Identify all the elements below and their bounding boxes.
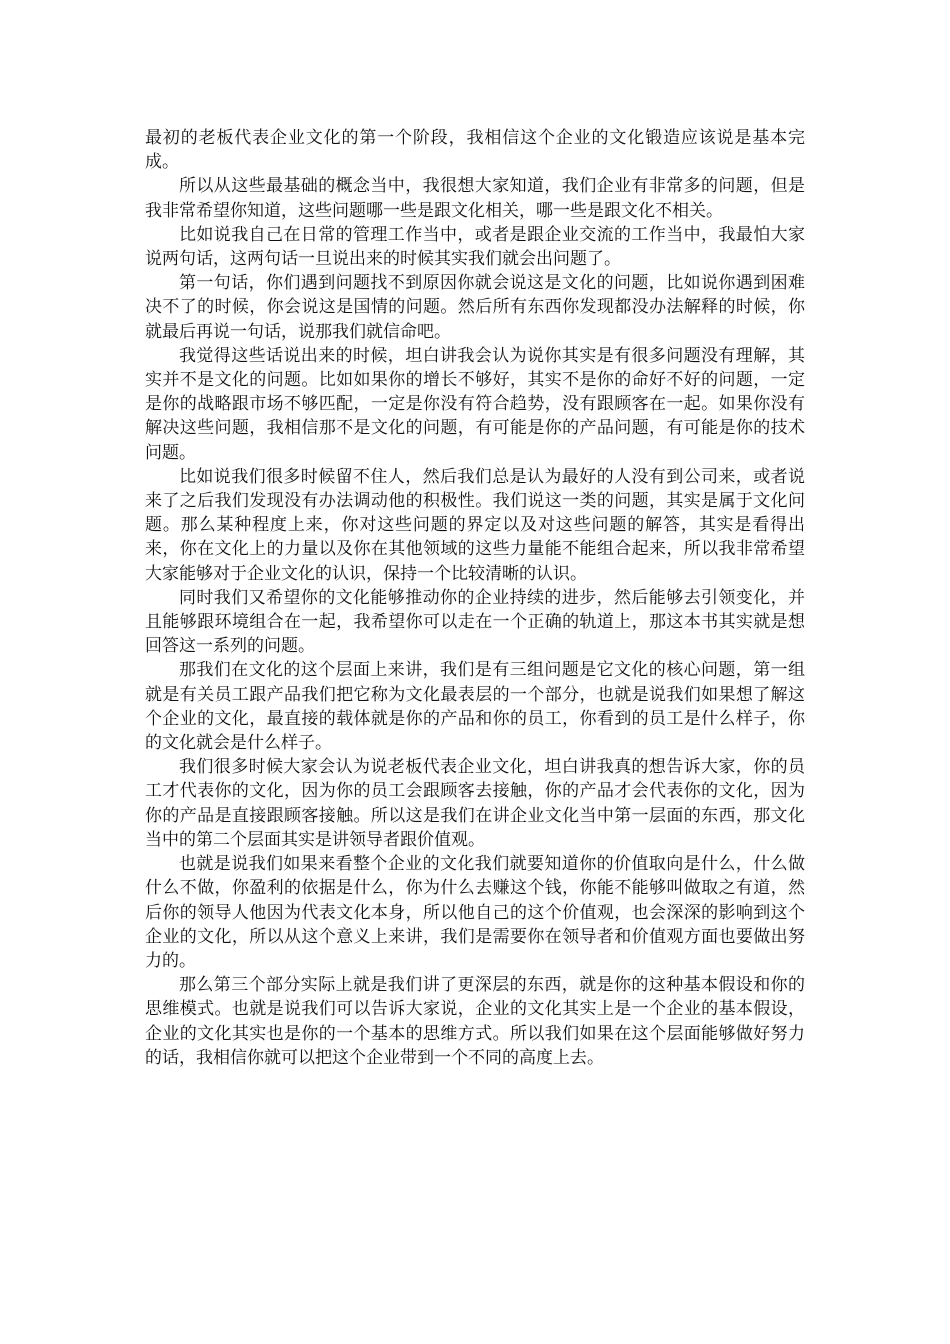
paragraph: 我觉得这些话说出来的时候，坦白讲我会认为说你其实是有很多问题没有理解，其实并不是文化的问题。比如如果你的增长不够好，其实不是你的命好不好的问题，一定是你的战略跟市场不够匹配，一定是你没有符合趋势，没有跟顾客在一起。如果你没有解决这些问题，我相信那不是文化的问题，有可能是你的产品问题，有可能是你的技术问题。 [145,345,805,463]
paragraph: 同时我们又希望你的文化能够推动你的企业持续的进步，然后能够去引领变化，并且能够跟环境组合在一起，我希望你可以走在一个正确的轨道上，那这本书其实就是想回答这一系列的问题。 [145,587,805,657]
paragraph: 那我们在文化的这个层面上来讲，我们是有三组问题是它文化的核心问题，第一组就是有关员工跟产品我们把它称为文化最表层的一个部分，也就是说我们如果想了解这个企业的文化，最直接的载体就是你的产品和你的员工，你看到的员工是什么样子，你的文化就会是什么样子。 [145,660,805,754]
paragraph: 所以从这些最基础的概念当中，我很想大家知道，我们企业有非常多的问题，但是我非常希望你知道，这些问题哪一些是跟文化相关，哪一些是跟文化不相关。 [145,176,805,221]
paragraph: 第一句话，你们遇到问题找不到原因你就会说这是文化的问题，比如说你遇到困难决不了的时候，你会说这是国情的问题。然后所有东西你发现都没办法解释的时候，你就最后再说一句话，说那我们就信命吧。 [145,273,805,342]
paragraph: 比如说我们很多时候留不住人，然后我们总是认为最好的人没有到公司来，或者说来了之后我们发现没有办法调动他的积极性。我们说这一类的问题，其实是属于文化问题。那么某种程度上来，你对这些问题的界定以及对这些问题的解答，其实是看得出来，你在文化上的力量以及你在其他领域的这些力量能不能组合起来，所以我非常希望大家能够对于企业文化的认识，保持一个比较清晰的认识。 [145,466,805,584]
document-body [145,126,805,1070]
paragraph: 最初的老板代表企业文化的第一个阶段，我相信这个企业的文化锻造应该说是基本完成。 [145,128,805,173]
paragraph: 那么第三个部分实际上就是我们讲了更深层的东西，就是你的这种基本假设和你的思维模式。也就是说我们可以告诉大家说，企业的文化其实上是一个企业的基本假设，企业的文化其实也是你的一个基本的思维方式。所以我们如果在这个层面能够做好努力的话，我相信你就可以把这个企业带到一个不同的高度上去。 [145,975,805,1068]
paragraph: 比如说我自己在日常的管理工作当中，或者是跟企业交流的工作当中，我最怕大家说两句话，这两句话一旦说出来的时候其实我们就会出问题了。 [145,224,805,270]
paragraph: 也就是说我们如果来看整个企业的文化我们就要知道你的价值取向是什么，什么做什么不做，你盈利的依据是什么，你为什么去赚这个钱，你能不能够叫做取之有道，然后你的领导人他因为代表文化本身，所以他自己的这个价值观，也会深深的影响到这个企业的文化，所以从这个意义上来讲，我们是需要你在领导者和价值观方面也要做出努力的。 [145,854,805,971]
paragraph: 我们很多时候大家会认为说老板代表企业文化，坦白讲我真的想告诉大家，你的员工才代表你的文化，因为你的员工会跟顾客去接触，你的产品才会代表你的文化，因为你的产品是直接跟顾客接触。所以这是我们在讲企业文化当中第一层面的东西，那文化当中的第二个层面其实是讲领导者跟价值观。 [145,757,805,850]
